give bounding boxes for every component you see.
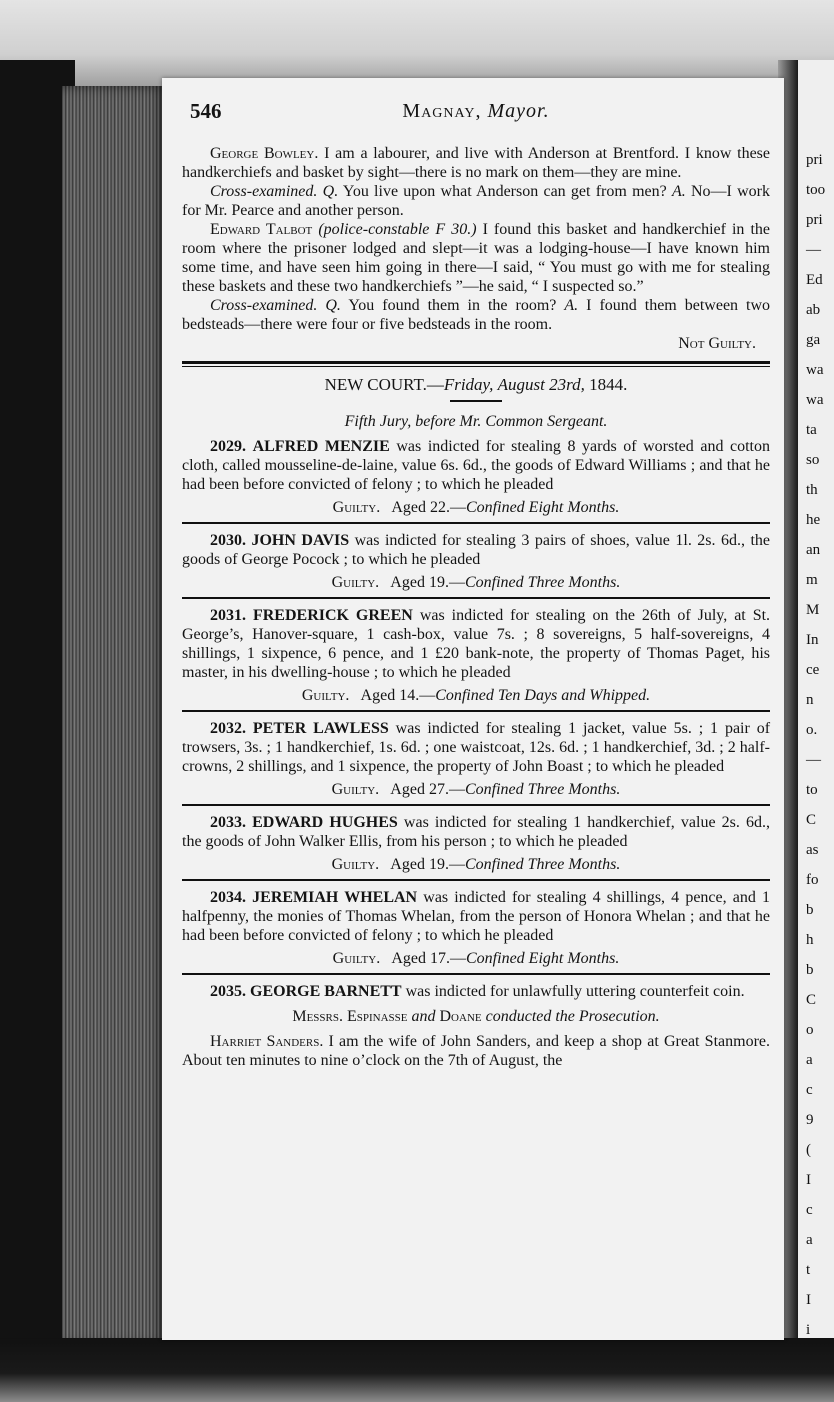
defendant-age: Aged 19.— bbox=[390, 574, 465, 591]
facing-page-text: o. bbox=[806, 722, 818, 738]
testimony-paragraph bbox=[182, 1032, 770, 1070]
book-page bbox=[162, 78, 784, 1340]
case-text: was indicted for stealing 3 pairs of shoes, value 1l. 2s. 6d., the goods of George Pocock ; to which he pleaded bbox=[182, 532, 771, 568]
facing-page-text: as bbox=[806, 842, 819, 858]
facing-page-text: fo bbox=[806, 872, 819, 888]
testimony-paragraph bbox=[182, 182, 770, 220]
testimony-text: I found this basket and handkerchief in the room where the prisoner lodged and slept—it was a lodging-house—I have known him some time, and have seen him going in there—I said, “ You must go with me for stealing these baskets and these two handkerchiefs ”—he said, “ I suspected so.” bbox=[182, 221, 771, 295]
running-title-name: Magnay, bbox=[402, 100, 482, 122]
jury-heading: Fifth Jury, before Mr. Common Sergeant. bbox=[344, 413, 608, 430]
cross-exam-label: Cross-examined. Q. bbox=[210, 297, 341, 314]
case-divider bbox=[182, 804, 770, 806]
case-number: 2031. bbox=[210, 607, 246, 624]
facing-page-text: wa bbox=[806, 362, 824, 378]
case-entry bbox=[182, 719, 770, 776]
sentence-term: Confined Ten Days and Whipped. bbox=[435, 687, 651, 704]
witness-role: (police-constable F 30.) bbox=[318, 221, 477, 238]
facing-page-text: ga bbox=[806, 332, 821, 348]
facing-page-text: Ed bbox=[806, 272, 823, 288]
sentence-term: Confined Three Months. bbox=[464, 781, 621, 798]
defendant-name: GEORGE BARNETT bbox=[250, 983, 402, 1000]
facing-page-fragment bbox=[798, 60, 834, 1350]
case-number: 2032. bbox=[210, 720, 246, 737]
case-divider bbox=[182, 710, 770, 712]
facing-page-text: c bbox=[806, 1202, 813, 1218]
facing-page-text: I bbox=[806, 1172, 811, 1188]
facing-page-text: m bbox=[806, 572, 818, 588]
facing-page-text: an bbox=[806, 542, 821, 558]
defendant-age: Aged 22.— bbox=[391, 499, 466, 516]
testimony-paragraph bbox=[182, 144, 770, 182]
section-divider bbox=[182, 361, 770, 367]
verdict-guilty: Guilty. bbox=[331, 574, 380, 591]
case-number: 2035. bbox=[210, 983, 246, 1000]
witness-name: Edward Talbot bbox=[210, 221, 313, 238]
defendant-name: JOHN DAVIS bbox=[251, 532, 350, 549]
court-year: 1844. bbox=[589, 375, 628, 394]
facing-page-text: In bbox=[806, 632, 819, 648]
facing-page-text: a bbox=[806, 1052, 813, 1068]
facing-page-text: o bbox=[806, 1022, 814, 1038]
page-number: 546 bbox=[190, 99, 222, 123]
facing-page-text: pri bbox=[806, 212, 823, 228]
witness-name: Harriet Sanders. bbox=[210, 1033, 324, 1050]
counsel-a: Messrs. Espinasse bbox=[292, 1008, 408, 1025]
facing-page-text: b bbox=[806, 962, 814, 978]
running-title-role: Mayor. bbox=[487, 100, 550, 122]
sentence-line bbox=[182, 686, 770, 705]
facing-page-text: ab bbox=[806, 302, 821, 318]
testimony-text: I found them between two bedsteads—there were four or five bedsteads in the room. bbox=[182, 297, 771, 333]
testimony-text: I am a labourer, and live with Anderson at Brentford. I know these handkerchiefs and basket by sight—there is no mark on them—they are mine. bbox=[182, 145, 771, 181]
facing-page-text: wa bbox=[806, 392, 824, 408]
facing-page-text: ta bbox=[806, 422, 817, 438]
case-text: was indicted for stealing 1 jacket, value 5s. ; 1 pair of trowsers, 3s. ; 1 handkerchief, 1s. 6d. ; one waistcoat, 12s. 6d. ; 1 handkerchief, 3d. ; 2 half-crowns, 2 shillings, and 1 sixpence, the property of John Boast ; to which he pleaded bbox=[182, 720, 771, 775]
facing-page-text: — bbox=[806, 242, 821, 258]
case-text: was indicted for stealing 4 shillings, 4 pence, and 1 halfpenny, the monies of Thomas Whelan, from the person of Honora Whelan ; and that he had been before convicted of felony ; to which he pleaded bbox=[182, 889, 771, 944]
verdict-guilty: Guilty. bbox=[301, 687, 350, 704]
scan-background-top bbox=[0, 0, 834, 90]
case-text: was indicted for stealing 1 handkerchief, value 2s. 6d., the goods of John Walker Ellis, from his person ; to which he pleaded bbox=[182, 814, 770, 850]
sentence-line bbox=[182, 855, 770, 874]
facing-page-text: C bbox=[806, 992, 817, 1008]
verdict-guilty: Guilty. bbox=[331, 856, 380, 873]
counsel-rest: conducted the Prosecution. bbox=[485, 1008, 660, 1025]
answer-label: A. bbox=[564, 297, 579, 314]
counsel-and: and bbox=[411, 1008, 436, 1025]
sentence-line bbox=[182, 780, 770, 799]
court-name: NEW COURT.— bbox=[324, 375, 444, 394]
case-entry bbox=[182, 888, 770, 945]
defendant-name: JEREMIAH WHELAN bbox=[252, 889, 418, 906]
case-number: 2030. bbox=[210, 532, 246, 549]
sentence-line bbox=[182, 949, 770, 968]
facing-page-text: th bbox=[806, 482, 818, 498]
testimony-text: I am the wife of John Sanders, and keep a shop at Great Stanmore. About ten minutes to nine o’clock on the 7th of August, the bbox=[182, 1033, 770, 1069]
case-entry bbox=[182, 437, 770, 494]
sentence-term: Confined Three Months. bbox=[464, 856, 621, 873]
verdict-not-guilty: Not Guilty. bbox=[678, 335, 756, 352]
facing-page-text: t bbox=[806, 1262, 811, 1278]
case-text: was indicted for stealing on the 26th of July, at St. George’s, Hanover-square, 1 cash-box, value 7s. ; 8 sovereigns, 5 half-sovereigns, 4 shillings, 1 sixpence, 6 pence, and 1 £20 bank-note, the property of Thomas Paget, his master, in his dwelling-house ; to which he pleaded bbox=[182, 607, 771, 681]
facing-page-text: so bbox=[806, 452, 820, 468]
testimony-text: You found them in the room? bbox=[348, 297, 557, 314]
facing-page-text: pri bbox=[806, 152, 823, 168]
defendant-age: Aged 14.— bbox=[360, 687, 436, 704]
defendant-age: Aged 19.— bbox=[390, 856, 465, 873]
case-divider bbox=[182, 522, 770, 524]
case-divider bbox=[182, 879, 770, 881]
verdict-guilty: Guilty. bbox=[332, 950, 381, 967]
sentence-term: Confined Eight Months. bbox=[466, 499, 620, 516]
facing-page-text: too bbox=[806, 182, 826, 198]
counsel-line bbox=[182, 1007, 770, 1026]
facing-page-text: 9 bbox=[806, 1112, 814, 1128]
case-entry bbox=[182, 982, 770, 1001]
testimony-text: No—I work for Mr. Pearce and another person. bbox=[182, 183, 771, 219]
counsel-b: Doane bbox=[439, 1008, 482, 1025]
defendant-name: PETER LAWLESS bbox=[252, 720, 389, 737]
scan-dark-bottom bbox=[0, 1338, 834, 1402]
witness-name: George Bowley. bbox=[210, 145, 319, 162]
facing-page-text: i bbox=[806, 1322, 811, 1338]
facing-page-text: a bbox=[806, 1232, 813, 1248]
facing-page-text: to bbox=[806, 782, 818, 798]
sentence-term: Confined Three Months. bbox=[464, 574, 621, 591]
case-text: was indicted for stealing 8 yards of worsted and cotton cloth, called mousseline-de-laine, value 6s. 6d., the goods of Edward Williams ; and that he had been before convicted of felony ; to which he pleaded bbox=[182, 438, 771, 493]
defendant-name: FREDERICK GREEN bbox=[252, 607, 413, 624]
book-page-edges bbox=[62, 86, 168, 1346]
facing-page-text: M bbox=[806, 602, 820, 618]
case-list bbox=[182, 437, 770, 975]
facing-page-text: h bbox=[806, 932, 814, 948]
page-content bbox=[182, 98, 770, 1070]
cross-exam-label: Cross-examined. Q. bbox=[210, 183, 339, 200]
page-header bbox=[182, 98, 770, 128]
verdict-guilty: Guilty. bbox=[332, 499, 381, 516]
answer-label: A. bbox=[671, 183, 686, 200]
testimony-paragraph bbox=[182, 220, 770, 296]
sentence-line bbox=[182, 498, 770, 517]
short-divider bbox=[450, 400, 502, 402]
facing-page-text: c bbox=[806, 1082, 813, 1098]
running-title bbox=[182, 99, 770, 123]
defendant-name: EDWARD HUGHES bbox=[252, 814, 398, 831]
facing-page-text: ( bbox=[806, 1142, 811, 1158]
case-text: was indicted for unlawfully uttering counterfeit coin. bbox=[405, 983, 745, 1000]
facing-page-text: C bbox=[806, 812, 817, 828]
court-date: August 23rd, bbox=[497, 375, 585, 394]
case-entry bbox=[182, 606, 770, 682]
facing-page-text: n bbox=[806, 692, 814, 708]
case-divider bbox=[182, 973, 770, 975]
case-entry bbox=[182, 531, 770, 569]
court-heading bbox=[182, 375, 770, 394]
case-divider bbox=[182, 597, 770, 599]
testimony-text: You live upon what Anderson can get from men? bbox=[342, 183, 667, 200]
facing-page-text: I bbox=[806, 1292, 811, 1308]
defendant-age: Aged 17.— bbox=[391, 950, 466, 967]
facing-page-text: b bbox=[806, 902, 814, 918]
facing-page-text: — bbox=[806, 752, 821, 768]
case-number: 2029. bbox=[210, 438, 246, 455]
case-number: 2033. bbox=[210, 814, 246, 831]
defendant-age: Aged 27.— bbox=[390, 781, 465, 798]
sentence-term: Confined Eight Months. bbox=[466, 950, 620, 967]
facing-page-text: ce bbox=[806, 662, 820, 678]
defendant-name: ALFRED MENZIE bbox=[252, 438, 390, 455]
case-entry bbox=[182, 813, 770, 851]
sentence-line bbox=[182, 573, 770, 592]
facing-page-text: he bbox=[806, 512, 821, 528]
testimony-paragraph bbox=[182, 296, 770, 334]
case-number: 2034. bbox=[210, 889, 246, 906]
court-day: Friday, bbox=[443, 375, 494, 394]
verdict-guilty: Guilty. bbox=[331, 781, 380, 798]
